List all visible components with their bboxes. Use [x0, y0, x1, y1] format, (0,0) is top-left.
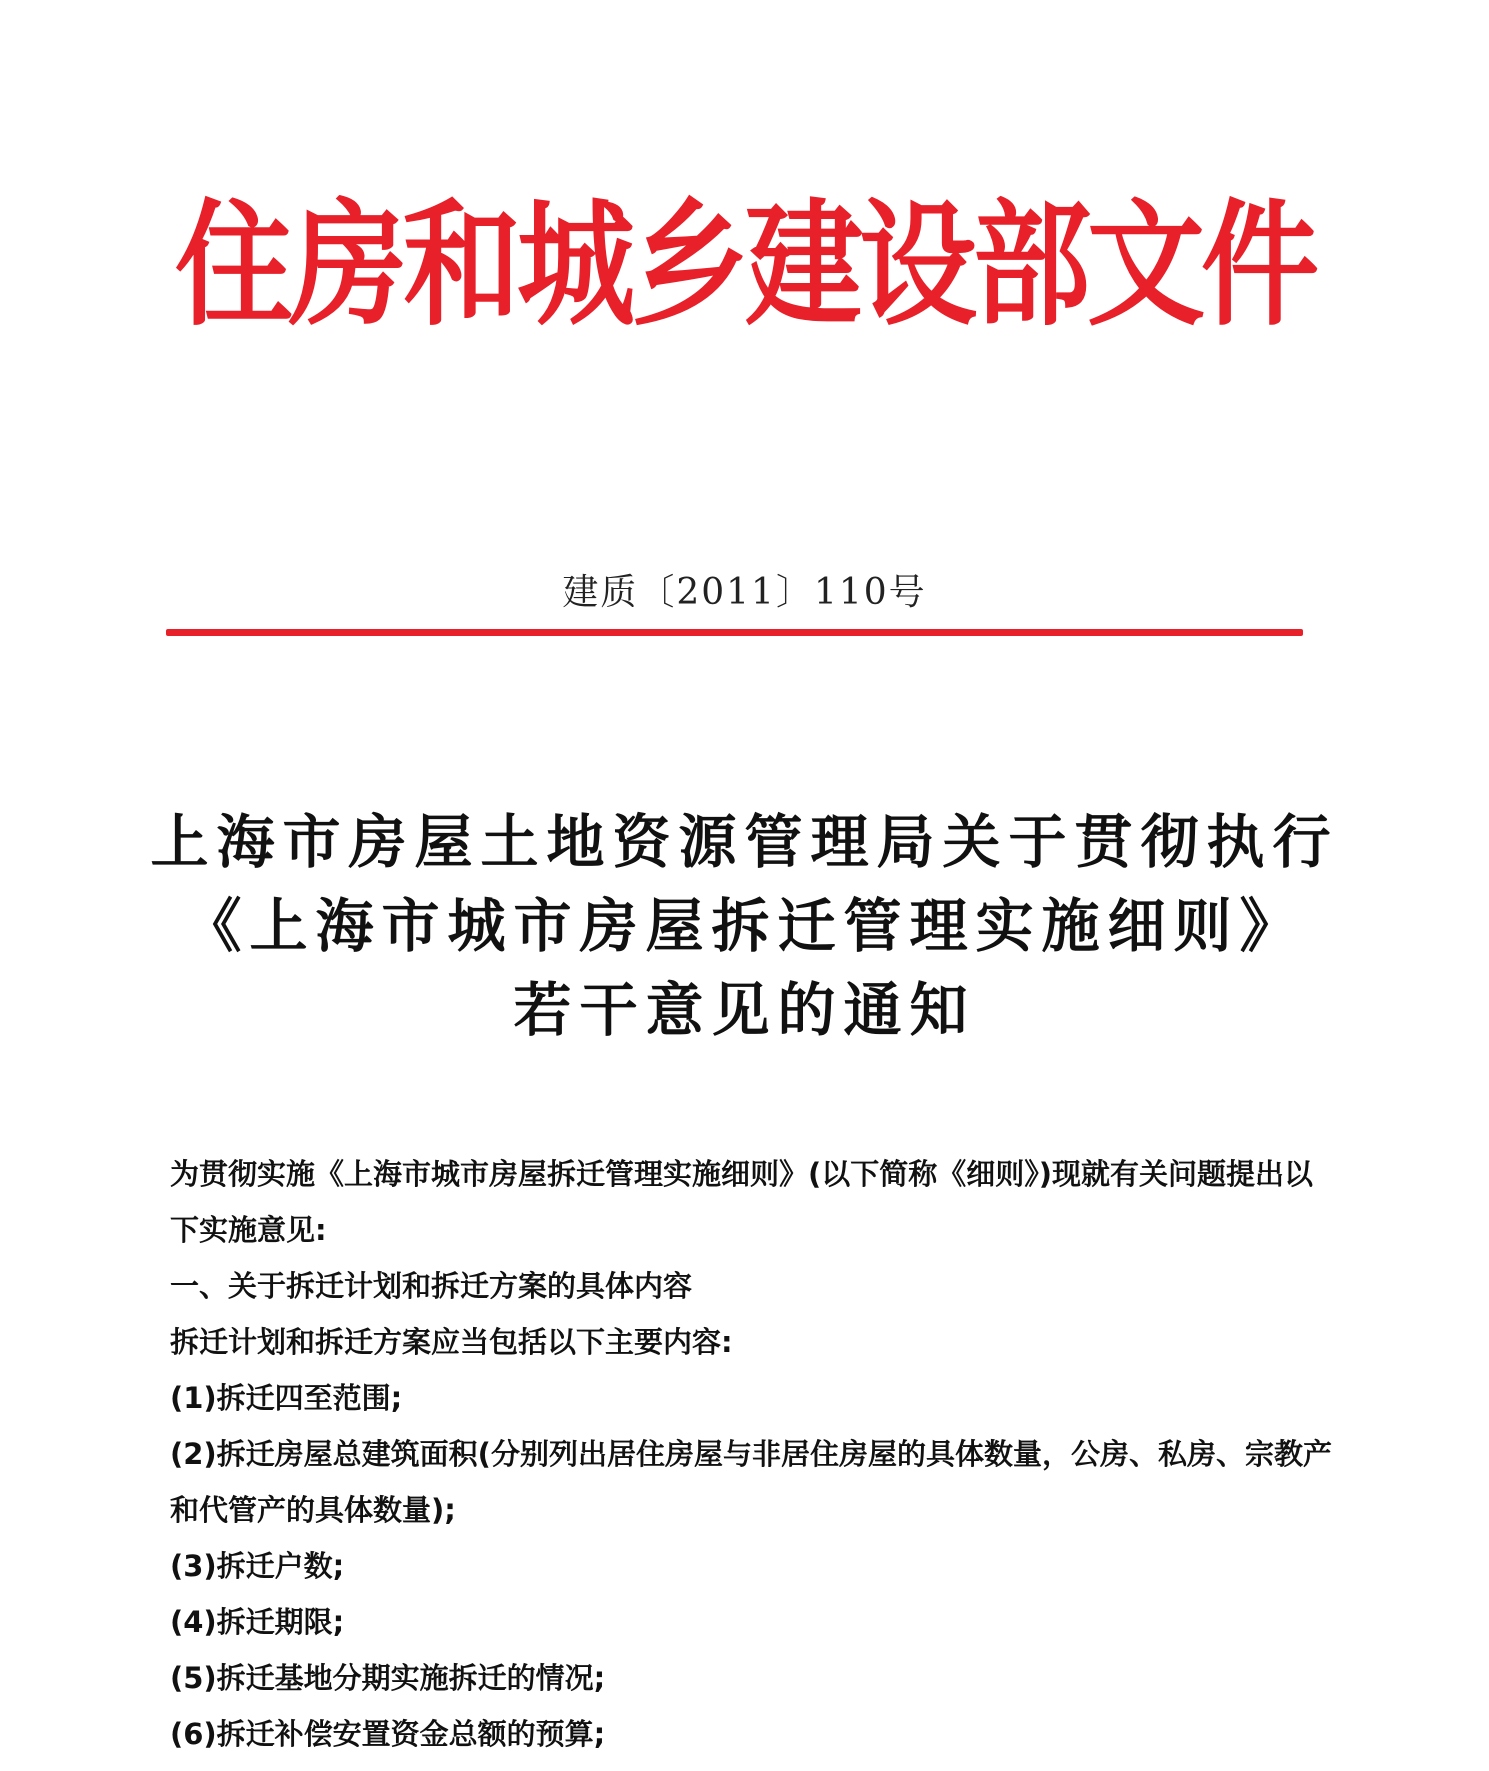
notice-title-line-2: 《上海市城市房屋拆迁管理实施细则》 [183, 892, 1306, 960]
list-item: (3)拆迁户数; [170, 1549, 345, 1583]
intro-paragraph: 为贯彻实施《上海市城市房屋拆迁管理实施细则》(以下简称《细则》)现就有关问题提出以下实施意见: [170, 1157, 1314, 1247]
notice-title-line-1: 上海市房屋土地资源管理局关于贯彻执行 [150, 808, 1339, 876]
list-item: (2)拆迁房屋总建筑面积(分别列出居住房屋与非居住房屋的具体数量，公房、私房、宗教产和代管产的具体数量); [170, 1437, 1332, 1527]
issuing-authority-header: 住房和城乡建设部文件 [174, 184, 1315, 345]
notice-title [100, 800, 1389, 1052]
notice-body [170, 1146, 1340, 1762]
list-item: (4)拆迁期限; [170, 1605, 345, 1639]
section-heading: 一、关于拆迁计划和拆迁方案的具体内容 [170, 1269, 693, 1303]
list-item: (5)拆迁基地分期实施拆迁的情况; [170, 1661, 606, 1695]
document-number: 建质〔2011〕110号 [562, 572, 927, 613]
red-divider-line [166, 629, 1303, 636]
list-item: (1)拆迁四至范围; [170, 1381, 403, 1415]
notice-title-line-3: 若干意见的通知 [513, 976, 976, 1044]
section-lead: 拆迁计划和拆迁方案应当包括以下主要内容: [170, 1325, 733, 1359]
list-item: (6)拆迁补偿安置资金总额的预算; [170, 1717, 606, 1751]
